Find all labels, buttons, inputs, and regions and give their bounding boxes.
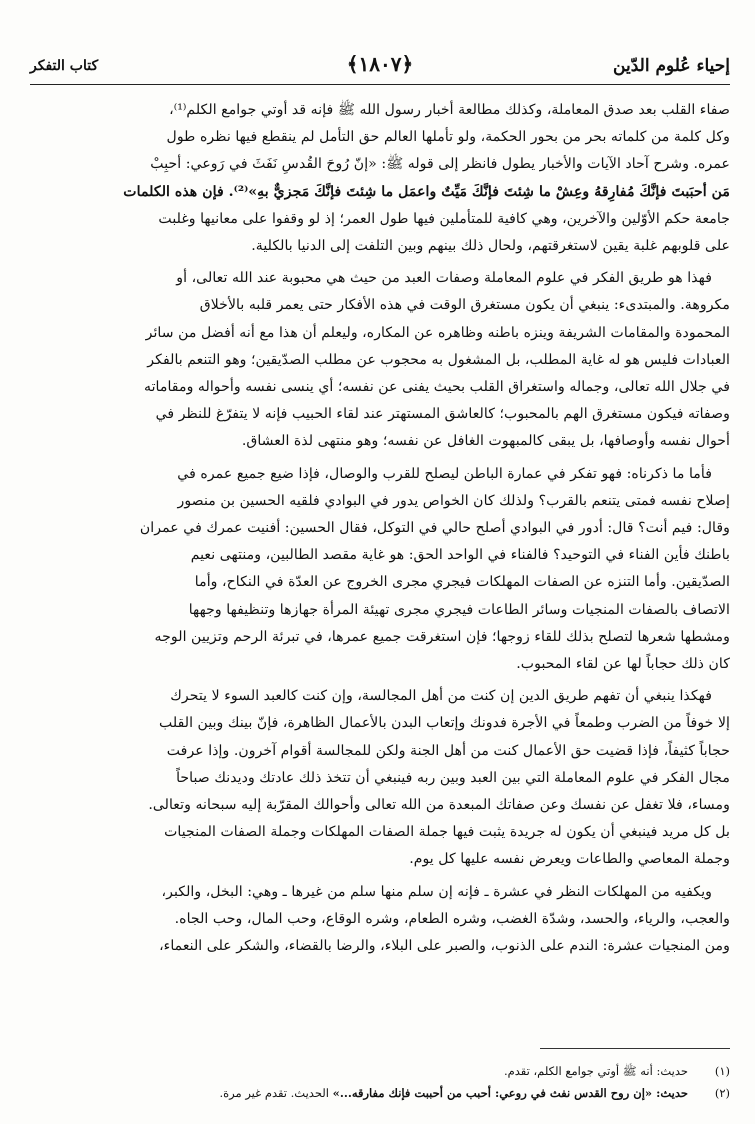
text-line: العبادات فليس هو له غاية المطلب، بل المشغول به محجوب عن مطلب الصدّيقين؛ وهو التنعم بالفكر: [147, 351, 730, 368]
text-line: في جلال الله تعالى، وجماله واستغراق القلب بحيث يفنى عن نفسه؛ أي ينسى نفسه وأحواله ومقاماته: [144, 379, 730, 396]
text-line: مجال الفكر في علوم المعاملة التي بين العبد وبين ربه فينبغي أن تتخذ ذلك عادتك وديدنك صباحاً: [176, 769, 730, 786]
footnote-divider: [30, 1048, 730, 1049]
text-line: مكروهة. والمبتدىء: ينبغي أن يكون مستغرق الوقت في هذه الأفكار حتى يعمر قلبه بالأخلاق: [199, 297, 730, 314]
footnote-number: (١): [714, 1064, 730, 1078]
text-line: والعجب، والرياء، والحسد، وشدّة الغضب، وشره الطعام، وشره الوقاع، وحب المال، وحب الجاه.: [174, 910, 730, 927]
footnote-hadith: حديث: «إن روح القدس نفث في روعي: أحبب من أحببت فإنك مفارقه...»: [332, 1086, 688, 1100]
text-line: ومشطها شعرها لتصلح بذلك للقاء زوجها؛ فإن استغرقت جميع عمرها، في تبرئة الرحم وتزيين الوجه: [154, 628, 730, 645]
main-text: [30, 97, 730, 960]
page-header: [30, 48, 730, 85]
paragraph-4: [30, 683, 730, 873]
footnote-text: حديث: أنه ﷺ أوتي جوامع الكلم، تقدم.: [503, 1064, 688, 1078]
page-number: ﴿١٨٠٧﴾: [346, 52, 414, 76]
text-line: أحوال نفسه وأوصافها، بل يبقى كالمبهوت الغافل عن نفسه؛ وهو منتهى لذة العشاق.: [241, 433, 730, 450]
text-line: وكل كلمة من كلماته بحر من بحور الحكمة، ولو تأملها العالم حق التأمل لم ينقطع فيها نظره طول: [166, 129, 730, 146]
text-line: وجملة المعاصي والطاعات ويعرض نفسه عليها كل يوم.: [409, 851, 730, 868]
footnote-2: [30, 1082, 730, 1104]
paragraph-5: [30, 879, 730, 961]
text-line: إصلاح نفسه فمتى يتنعم بالقرب؟ ولذلك كان الخواص يدور في البوادي فلقيه الحسين بن منصور: [177, 492, 730, 509]
paragraph-1: [30, 97, 730, 260]
footnote-text: الحديث. تقدم غير مرة.: [219, 1086, 333, 1100]
text-line: جامعة حكم الأوّلين والآخرين، وهي كافية للمتأملين فيها طول العمر؛ إذ لو وقفوا على معانيها وغلبت: [158, 210, 730, 227]
text-line: فأما ما ذكرناه: فهو تفكر في عمارة الباطن ليصلح للقرب والوصال، فإذا ضيع جميع عمره في: [177, 465, 712, 482]
text-line: كان ذلك حجاباً لها عن لقاء المحبوب.: [516, 656, 730, 673]
text-line: بل كل مريد فينبغي أن يكون له جريدة يثبت فيها جملة الصفات المهلكات وجملة الصفات المنجيات: [164, 824, 730, 841]
text-line: عمره. وشرح آحاد الآيات والأخبار يطول فانظر إلى قوله ﷺ: «إنّ رُوحَ القُدسِ نَفَثَ في رَوعي: أحبِبْ: [150, 156, 730, 173]
chapter-title: كتاب التفكر: [30, 58, 99, 74]
text-line: حجاباً كثيفاً، فإذا قضيت حق الأعمال كنت من أهل الجنة ولكن للمجالسة أقوام آخرون. وإذا عرفت: [166, 742, 730, 759]
footnote-number: (٢): [714, 1086, 730, 1100]
footnotes: [30, 1060, 730, 1104]
text-line: فهكذا ينبغي أن تفهم طريق الدين إن كنت من أهل المجالسة، وإن كنت كالعبد السوء لا يتحرك: [170, 688, 712, 705]
text-line: الاتصاف بالصفات المنجيات وسائر الطاعات فيجري مجرى تهيئة المرأة جهازها وتنظيفها وجهها: [188, 601, 730, 618]
book-title: إحياء عُلوم الدّين: [613, 56, 730, 76]
text-line: على قلوبهم غلبة يقين لاستغرقتهم، ولحال ذلك بينهم وبين التلفت إلى الدنيا بالكلية.: [251, 238, 730, 255]
text-line: ومن المنجيات عشرة: الندم على الذنوب، والصبر على البلاء، والرضا بالقضاء، والشكر على النعماء،: [159, 938, 730, 955]
text-line: فهذا هو طريق الفكر في علوم المعاملة وصفات العبد من حيث هي محبوبة عند الله تعالى، أو: [176, 270, 712, 287]
paragraph-3: [30, 461, 730, 679]
text-line: وصفاته فيكون مستغرق الهم بالمحبوب؛ كالعاشق المستهتر عند لقاء الحبيب فإنه لا يتفرّغ للنظر في: [155, 406, 730, 423]
text-line: إلا خوفاً من الضرب وطمعاً في الأجرة فدونك وإتعاب البدن بالأعمال الظاهرة، فإنّ بينك وبين القلب: [158, 715, 730, 732]
text-line: مَن أحبَبتَ فإنَّكَ مُفارِقهُ وعِشْ ما شِئتَ فإنَّكَ مَيِّتٌ واعمَل ما شِئتَ فإنَّكَ مَجزيٌّ بهِ»⁽²⁾. فإن هذه الكلمات: [123, 183, 730, 200]
page: [30, 48, 730, 965]
footnote-1: [30, 1060, 730, 1082]
text-line: وقال: فيم أنت؟ قال: أدور في البوادي أصلح حالي في التوكل، فقال الحسين: أفنيت عمرك في عمران: [139, 520, 730, 537]
text-line: ويكفيه من المهلكات النظر في عشرة ـ فإنه إن سلم منها سلم من غيرها ـ وهي: البخل، والكبر،: [161, 883, 712, 900]
paragraph-2: [30, 265, 730, 455]
text-line: المحمودة والمقامات الشريفة وينزه باطنه وظاهره عن المكاره، وليعلم أن هذا مع أنه أفضل من سائر: [145, 324, 730, 341]
text-line: ومساء، فلا تغفل عن نفسك وعن صفاتك المبعدة من الله تعالى وأحوالك المقرّبة إليه سبحانه وتعالى.: [148, 797, 730, 814]
text-line: صفاء القلب بعد صدق المعاملة، وكذلك مطالعة أخبار رسول الله ﷺ فإنه قد أوتي جوامع الكلم⁽¹⁾،: [169, 102, 730, 118]
text-line: الصدّيقين. وأما التنزه عن الصفات المهلكات فيجري مجرى الخروج عن العدّة في النكاح، وأما: [194, 574, 730, 591]
text-line: باطنك فأين الفناء في التوحيد؟ فالفناء في الواحد الحق: هو غاية مقصد الطالبين، ومنتهى نعيم: [190, 547, 730, 564]
